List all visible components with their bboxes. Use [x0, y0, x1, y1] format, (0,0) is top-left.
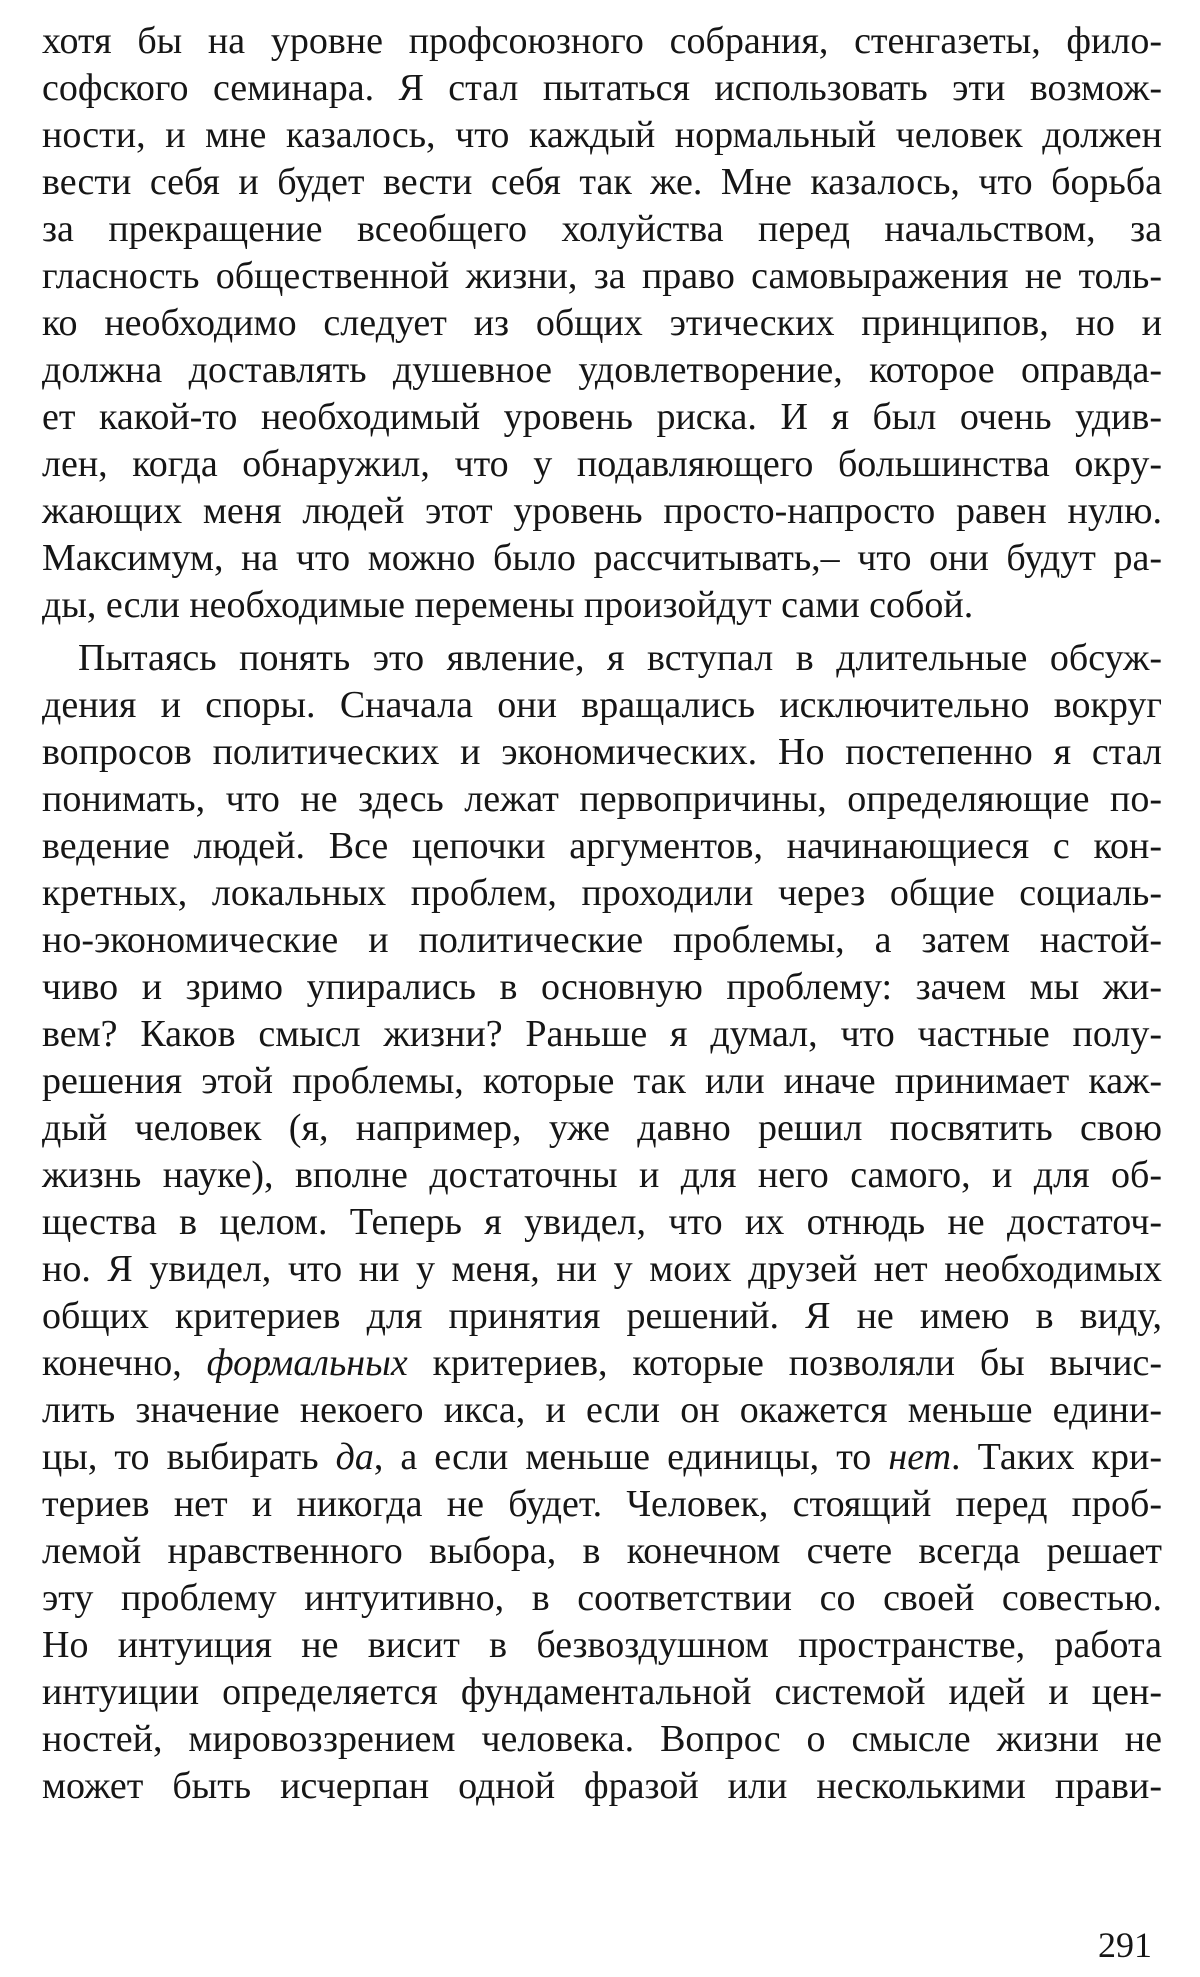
- text-line: лен, когда обнаружил, что у подавляющего большинства окру-: [42, 443, 1162, 485]
- text-line: лить значение некоего икса, и если он окажется меньше едини-: [42, 1389, 1162, 1431]
- text-line: должна доставлять душевное удовлетворение, которое оправда-: [42, 349, 1162, 391]
- text-span: цы, то выбирать: [42, 1436, 336, 1478]
- text-line: ностей, мировоззрением человека. Вопрос о смысле жизни не: [42, 1718, 1162, 1760]
- text-line: щества в целом. Теперь я увидел, что их отнюдь не достаточ-: [42, 1201, 1162, 1243]
- text-line: Но интуиция не висит в безвоздушном пространстве, работа: [42, 1624, 1162, 1666]
- text-line: понимать, что не здесь лежат первопричины, определяющие по-: [42, 778, 1162, 820]
- page-number: 291: [1098, 1925, 1152, 1965]
- text-line: за прекращение всеобщего холуйства перед начальством, за: [42, 208, 1162, 250]
- text-line: общих критериев для принятия решений. Я не имею в виду,: [42, 1295, 1162, 1337]
- text-line: чиво и зримо упирались в основную проблему: зачем мы жи-: [42, 966, 1162, 1008]
- text-line: эту проблему интуитивно, в соответствии со своей совестью.: [42, 1577, 1162, 1619]
- text-line: ды, если необходимые перемены произойдут сами собой.: [42, 584, 974, 626]
- text-line: ет какой-то необходимый уровень риска. И я был очень удив-: [42, 396, 1162, 438]
- text-line: кретных, локальных проблем, проходили через общие социаль-: [42, 872, 1162, 914]
- text-line: лемой нравственного выбора, в конечном счете всегда решает: [42, 1530, 1162, 1572]
- text-line: териев нет и никогда не будет. Человек, стоящий перед проб-: [42, 1483, 1162, 1525]
- italic-term: нет: [888, 1436, 952, 1478]
- text-line: но. Я увидел, что ни у меня, ни у моих друзей нет необходимых: [42, 1248, 1162, 1290]
- text-span: , а если меньше единицы, то: [373, 1436, 889, 1478]
- text-line: дения и споры. Сначала они вращались исключительно вокруг: [42, 684, 1162, 726]
- text-line: ведение людей. Все цепочки аргументов, начинающиеся с кон-: [42, 825, 1162, 867]
- text-line: вести себя и будет вести себя так же. Мне казалось, что борьба: [42, 161, 1162, 203]
- text-line: хотя бы на уровне профсоюзного собрания, стенгазеты, фило-: [42, 20, 1162, 62]
- text-span: критериев, которые позволяли бы вычис-: [407, 1342, 1162, 1384]
- italic-term: формальных: [206, 1342, 408, 1384]
- text-line: [42, 1340, 1162, 1386]
- text-line: [42, 1434, 1162, 1480]
- text-line: дый человек (я, например, уже давно решил посвятить свою: [42, 1107, 1162, 1149]
- text-line: ко необходимо следует из общих этических принципов, но и: [42, 302, 1162, 344]
- text-line: гласность общественной жизни, за право самовыражения не толь-: [42, 255, 1162, 297]
- italic-term: да: [335, 1436, 374, 1478]
- text-line: жизнь науке), вполне достаточны и для него самого, и для об-: [42, 1154, 1162, 1196]
- text-span: конечно,: [42, 1342, 207, 1384]
- text-line: Пытаясь понять это явление, я вступал в длительные обсуж-: [78, 637, 1162, 679]
- text-line: софского семинара. Я стал пытаться использовать эти возмож-: [42, 67, 1162, 109]
- text-line: вем? Каков смысл жизни? Раньше я думал, что частные полу-: [42, 1013, 1162, 1055]
- text-span: . Таких кри-: [951, 1436, 1163, 1478]
- text-line: Максимум, на что можно было рассчитывать,– что они будут ра-: [42, 537, 1162, 579]
- text-line: вопросов политических и экономических. Но постепенно я стал: [42, 731, 1162, 773]
- text-line: жающих меня людей этот уровень просто-напросто равен нулю.: [42, 490, 1162, 532]
- text-line: решения этой проблемы, которые так или иначе принимает каж-: [42, 1060, 1162, 1102]
- text-line: ности, и мне казалось, что каждый нормальный человек должен: [42, 114, 1162, 156]
- text-line: но-экономические и политические проблемы, а затем настой-: [42, 919, 1162, 961]
- text-line: может быть исчерпан одной фразой или несколькими прави-: [42, 1765, 1162, 1807]
- text-line: интуиции определяется фундаментальной системой идей и цен-: [42, 1671, 1162, 1713]
